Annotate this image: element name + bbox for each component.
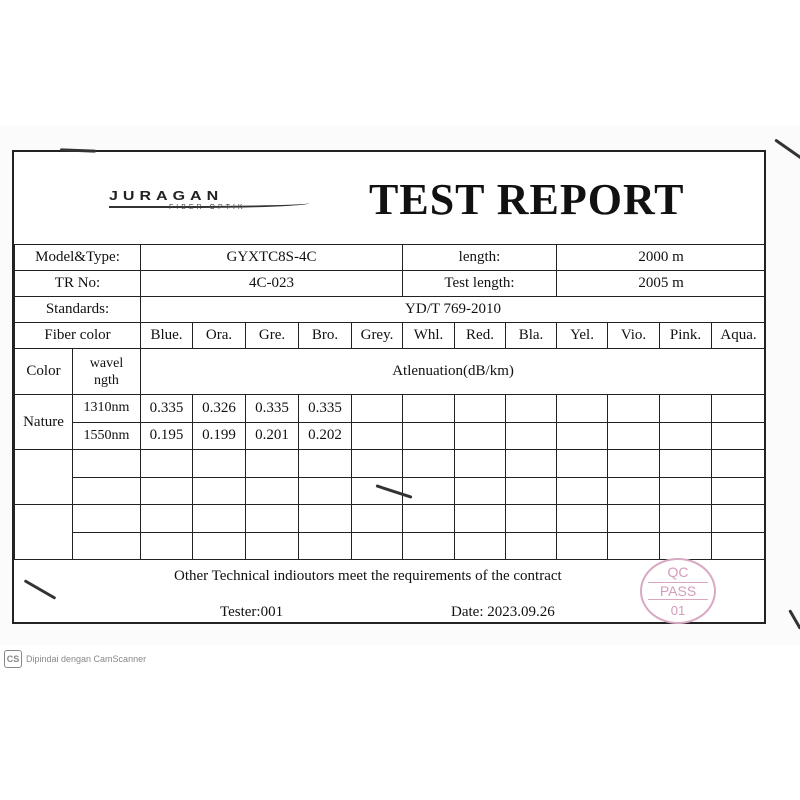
empty-cell	[712, 449, 766, 477]
empty-cell	[506, 532, 557, 559]
stamp-line-1: QC	[667, 564, 689, 580]
fiber-color-cell: Blue.	[141, 323, 193, 349]
attenuation-header-row	[15, 349, 766, 395]
report-title: TEST REPORT	[369, 175, 685, 224]
empty-cell	[73, 449, 141, 477]
watermark-text: Dipindai dengan CamScanner	[26, 654, 147, 664]
value-cell	[712, 395, 766, 422]
empty-cell	[660, 477, 712, 504]
empty-cell	[403, 449, 455, 477]
empty-cell	[352, 449, 403, 477]
empty-cell	[557, 477, 608, 504]
length-value: 2000 m	[557, 245, 766, 271]
empty-cell	[608, 504, 660, 532]
empty-cell	[403, 504, 455, 532]
value-cell: 0.199	[193, 422, 246, 449]
value-cell	[352, 395, 403, 422]
fiber-color-cell: Gre.	[246, 323, 299, 349]
fiber-color-cell: Grey.	[352, 323, 403, 349]
value-cell	[506, 395, 557, 422]
value-cell	[352, 422, 403, 449]
empty-cell	[246, 477, 299, 504]
test-report-sheet	[12, 150, 766, 624]
empty-cell	[506, 449, 557, 477]
empty-cell	[557, 532, 608, 559]
fiber-color-cell: Bla.	[506, 323, 557, 349]
tr-label: TR No:	[15, 271, 141, 297]
empty-cell	[608, 477, 660, 504]
empty-cell	[246, 532, 299, 559]
empty-cell	[299, 504, 352, 532]
company-logo	[109, 188, 314, 218]
fiber-color-cell: Ora.	[193, 323, 246, 349]
empty-cell	[455, 477, 506, 504]
model-label: Model&Type:	[15, 245, 141, 271]
length-label: length:	[403, 245, 557, 271]
empty-cell	[141, 532, 193, 559]
value-cell: 0.201	[246, 422, 299, 449]
empty-cell	[660, 504, 712, 532]
fiber-color-cell: Bro.	[299, 323, 352, 349]
fiber-color-cell: Vio.	[608, 323, 660, 349]
report-table	[14, 244, 766, 560]
value-cell: 0.195	[141, 422, 193, 449]
value-cell	[557, 422, 608, 449]
wavelength-label-line1: wavel	[89, 355, 124, 371]
date-label: Date: 2023.09.26	[451, 604, 555, 620]
fiber-color-cell: Red.	[455, 323, 506, 349]
value-cell	[660, 395, 712, 422]
value-cell	[455, 395, 506, 422]
empty-cell	[73, 532, 141, 559]
report-header	[14, 152, 764, 244]
standards-value: YD/T 769-2010	[141, 297, 766, 323]
test-length-label: Test length:	[403, 271, 557, 297]
nature-label: Nature	[15, 395, 73, 449]
value-cell: 0.335	[299, 395, 352, 422]
empty-row	[15, 532, 766, 559]
tr-row	[15, 271, 766, 297]
empty-cell	[557, 449, 608, 477]
attenuation-label: Atlenuation(dB/km)	[141, 349, 766, 395]
empty-cell	[506, 504, 557, 532]
empty-cell	[193, 477, 246, 504]
value-cell	[660, 422, 712, 449]
standards-label: Standards:	[15, 297, 141, 323]
value-cell: 0.335	[246, 395, 299, 422]
value-cell: 0.202	[299, 422, 352, 449]
empty-row	[15, 449, 766, 477]
empty-cell	[455, 532, 506, 559]
empty-cell	[506, 477, 557, 504]
requirements-note: Other Technical indioutors meet the requirements of the contract	[174, 568, 562, 584]
value-cell	[608, 395, 660, 422]
empty-cell	[712, 504, 766, 532]
empty-cell	[15, 449, 73, 504]
logo-text: JURAGAN	[109, 189, 224, 204]
fiber-color-cell: Pink.	[660, 323, 712, 349]
data-row-1310	[15, 395, 766, 422]
empty-cell	[15, 504, 73, 559]
stamp-line-3: 01	[670, 603, 686, 618]
empty-cell	[193, 449, 246, 477]
empty-cell	[403, 477, 455, 504]
camscanner-icon: CS	[4, 650, 22, 668]
empty-cell	[352, 504, 403, 532]
qc-pass-stamp	[640, 558, 716, 624]
data-row-1550	[15, 422, 766, 449]
empty-cell	[246, 504, 299, 532]
empty-cell	[557, 504, 608, 532]
logo-subtext: FIBER OPTIK	[169, 204, 246, 211]
fiber-color-label: Fiber color	[15, 323, 141, 349]
empty-cell	[299, 532, 352, 559]
empty-cell	[141, 449, 193, 477]
value-cell: 0.326	[193, 395, 246, 422]
fiber-color-row	[15, 323, 766, 349]
empty-cell	[141, 504, 193, 532]
empty-cell	[299, 477, 352, 504]
empty-cell	[352, 532, 403, 559]
value-cell	[403, 422, 455, 449]
empty-cell	[608, 532, 660, 559]
value-cell: 0.335	[141, 395, 193, 422]
empty-cell	[299, 449, 352, 477]
standards-row	[15, 297, 766, 323]
empty-cell	[403, 532, 455, 559]
tr-value: 4C-023	[141, 271, 403, 297]
value-cell	[506, 422, 557, 449]
wavelength-cell: 1310nm	[73, 395, 141, 422]
empty-cell	[660, 449, 712, 477]
value-cell	[712, 422, 766, 449]
stamp-line-2: PASS	[648, 582, 708, 600]
model-value: GYXTC8S-4C	[141, 245, 403, 271]
empty-row	[15, 504, 766, 532]
wavelength-label-line2: ngth	[94, 372, 119, 388]
model-row	[15, 245, 766, 271]
empty-cell	[455, 504, 506, 532]
tester-label: Tester:001	[220, 604, 284, 620]
color-label: Color	[15, 349, 73, 395]
empty-cell	[193, 532, 246, 559]
empty-cell	[608, 449, 660, 477]
value-cell	[608, 422, 660, 449]
test-length-value: 2005 m	[557, 271, 766, 297]
value-cell	[455, 422, 506, 449]
empty-cell	[455, 449, 506, 477]
fiber-color-cell: Aqua.	[712, 323, 766, 349]
empty-cell	[660, 532, 712, 559]
empty-cell	[712, 532, 766, 559]
value-cell	[403, 395, 455, 422]
fiber-color-cell: Whl.	[403, 323, 455, 349]
empty-cell	[73, 477, 141, 504]
empty-cell	[712, 477, 766, 504]
fiber-color-cell: Yel.	[557, 323, 608, 349]
wavelength-label	[73, 349, 141, 395]
empty-cell	[246, 449, 299, 477]
empty-cell	[193, 504, 246, 532]
wavelength-cell: 1550nm	[73, 422, 141, 449]
scanner-watermark	[4, 650, 146, 668]
empty-cell	[73, 504, 141, 532]
value-cell	[557, 395, 608, 422]
empty-cell	[141, 477, 193, 504]
